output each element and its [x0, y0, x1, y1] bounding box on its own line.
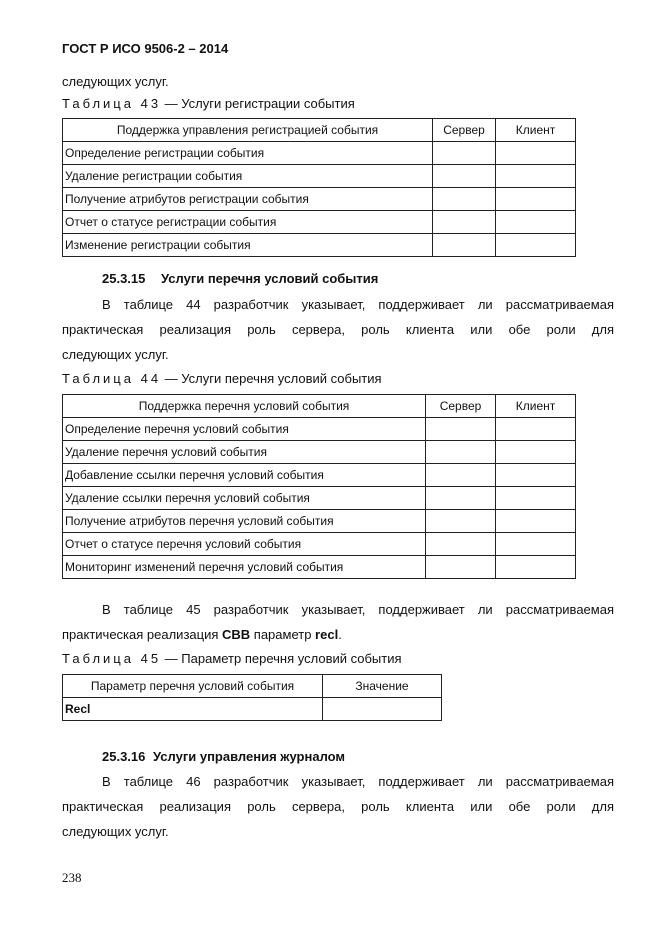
table-43 — [62, 118, 576, 257]
table-cell: Определение регистрации события — [63, 142, 433, 165]
table-row — [63, 165, 576, 188]
table-cell-empty — [426, 556, 496, 579]
paragraph-line: В таблице 45 разработчик указывает, поддерживает ли рассматриваемая — [102, 602, 614, 617]
table-cell-empty — [433, 142, 496, 165]
table-cell-empty — [426, 464, 496, 487]
table-cell-empty — [496, 533, 576, 556]
paragraph-line — [62, 622, 614, 647]
page-number: 238 — [62, 870, 82, 885]
table-cell-empty — [426, 510, 496, 533]
table-cell: Удаление регистрации события — [63, 165, 433, 188]
table-row — [63, 418, 576, 441]
table-cell-empty — [496, 234, 576, 257]
table45-caption-title: — Параметр перечня условий события — [164, 651, 402, 666]
table-cell: Изменение регистрации события — [63, 234, 433, 257]
table44-caption-title: — Услуги перечня условий события — [164, 371, 382, 386]
table-cell-empty — [496, 510, 576, 533]
paragraph-line: следующих услуг. — [62, 347, 169, 362]
intro-line: следующих услуг. — [62, 74, 169, 89]
table-row — [63, 211, 576, 234]
table-row — [63, 533, 576, 556]
section-number: 25.3.15 — [102, 271, 146, 286]
table-cell-empty — [496, 188, 576, 211]
table-header-row — [63, 675, 442, 698]
table-cell: Удаление ссылки перечня условий события — [63, 487, 426, 510]
table-cell: Получение атрибутов перечня условий события — [63, 510, 426, 533]
text-run: параметр — [250, 627, 316, 642]
table-cell-empty — [496, 418, 576, 441]
table-row — [63, 487, 576, 510]
table-cell-empty — [323, 698, 442, 721]
table43-caption-label: Таблица 43 — [62, 96, 162, 111]
table-cell-empty — [426, 533, 496, 556]
table-header-cell: Поддержка перечня условий события — [63, 395, 426, 418]
table-row — [63, 188, 576, 211]
table-cell: Отчет о статусе перечня условий события — [63, 533, 426, 556]
section-25-3-15-heading — [102, 271, 378, 286]
table-cell-empty — [496, 487, 576, 510]
table-cell: Добавление ссылки перечня условий события — [63, 464, 426, 487]
paragraph-line: практическая реализация роль сервера, роль клиента или обе роли для — [62, 322, 614, 337]
paragraph-line: В таблице 44 разработчик указывает, поддерживает ли рассматриваемая — [102, 297, 614, 312]
table-cell-empty — [433, 234, 496, 257]
table43-caption — [62, 96, 355, 111]
table-cell-empty — [433, 211, 496, 234]
table-cell-empty — [496, 441, 576, 464]
section-number: 25.3.16 — [102, 749, 146, 764]
table-cell-empty — [496, 211, 576, 234]
table-cell: Определение перечня условий события — [63, 418, 426, 441]
table-cell-empty — [426, 418, 496, 441]
text-run-bold: СВВ — [222, 627, 251, 642]
table-cell-empty — [426, 487, 496, 510]
table-header-cell: Клиент — [496, 119, 576, 142]
text-run: практическая реализация — [62, 627, 222, 642]
table-cell-empty — [496, 464, 576, 487]
table-row — [63, 234, 576, 257]
table-header-cell: Параметр перечня условий события — [63, 675, 323, 698]
table-header-cell: Значение — [323, 675, 442, 698]
table-header-row — [63, 119, 576, 142]
table-cell-empty — [433, 165, 496, 188]
table-45 — [62, 674, 442, 721]
table43-caption-title: — Услуги регистрации события — [164, 96, 355, 111]
paragraph-line: В таблице 46 разработчик указывает, поддерживает ли рассматриваемая — [102, 774, 614, 789]
paragraph-line: практическая реализация роль сервера, роль клиента или обе роли для — [62, 799, 614, 814]
table-header-row — [63, 395, 576, 418]
table-44 — [62, 394, 576, 579]
table-row — [63, 698, 442, 721]
section-title: Услуги перечня условий события — [161, 271, 379, 286]
text-run: . — [338, 627, 342, 642]
table-cell: Отчет о статусе регистрации события — [63, 211, 433, 234]
table-cell: Получение атрибутов регистрации события — [63, 188, 433, 211]
table-row — [63, 464, 576, 487]
table-cell-empty — [496, 165, 576, 188]
table-row — [63, 441, 576, 464]
table45-caption — [62, 651, 402, 666]
table-row — [63, 142, 576, 165]
table-cell-empty — [426, 441, 496, 464]
table-row — [63, 556, 576, 579]
section-title: Услуги управления журналом — [153, 749, 346, 764]
table44-caption-label: Таблица 44 — [62, 371, 162, 386]
table-header-cell: Поддержка управления регистрацией события — [63, 119, 433, 142]
table-cell: Мониторинг изменений перечня условий события — [63, 556, 426, 579]
table-cell: Recl — [63, 698, 323, 721]
table-cell-empty — [496, 142, 576, 165]
text-run-bold: recl — [315, 627, 339, 642]
table-header-cell: Сервер — [426, 395, 496, 418]
table-cell: Удаление перечня условий события — [63, 441, 426, 464]
table-header-cell: Клиент — [496, 395, 576, 418]
table45-caption-label: Таблица 45 — [62, 651, 162, 666]
table-row — [63, 510, 576, 533]
document-header: ГОСТ Р ИСО 9506-2 – 2014 — [62, 41, 229, 56]
paragraph-line: следующих услуг. — [62, 824, 169, 839]
section-25-3-16-heading — [102, 749, 345, 764]
table-header-cell: Сервер — [433, 119, 496, 142]
table44-caption — [62, 371, 382, 386]
table-cell-empty — [433, 188, 496, 211]
table-cell-empty — [496, 556, 576, 579]
